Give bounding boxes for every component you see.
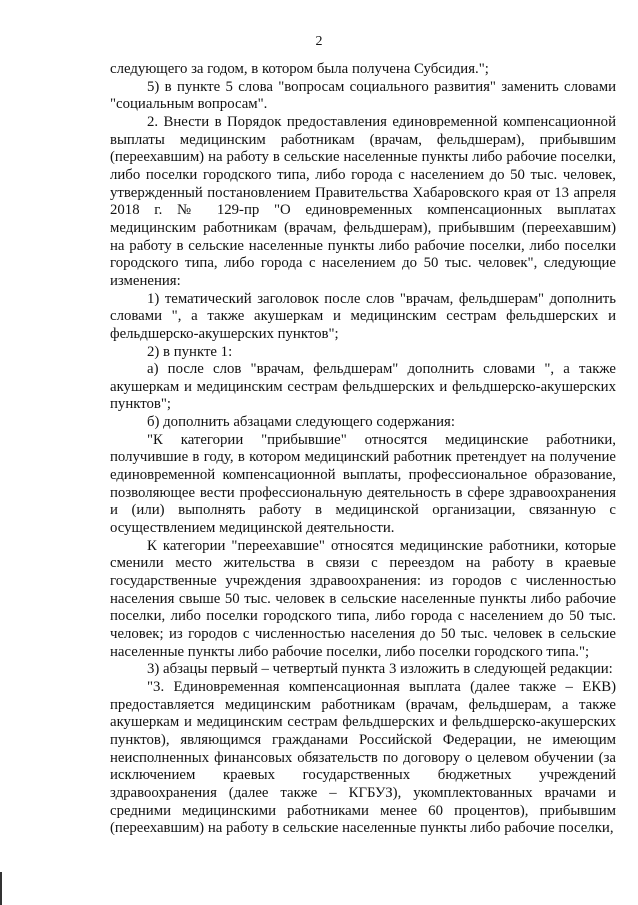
paragraph-arrived-definition: "К категории "прибывшие" относятся медицинские работники, получившие в году, в котором медицинский работник претендует на получение единовременной компенсационной выплаты, профессиональное образование, позволяющее вести профессиональную деятельность в сфере здравоохранения и (или) выполнять работу в медицинской организации, связанную с осуществлением медицинской деятельности. [110, 431, 616, 537]
paragraph-relocated-definition: К категории "переехавшие" относятся медицинские работники, которые сменили место жительства в связи с переездом на работу в краевые государственные учреждения здравоохранения: из городов с численностью населения свыше 50 тыс. человек в сельские населенные пункты либо рабочие поселки, либо поселки городского типа, либо города с населением до 50 тыс. человек; из городов с численностью населения до 50 тыс. человек в сельские населенные пункты либо рабочие поселки, либо поселки городского типа."; [110, 537, 616, 660]
paragraph-change-2b: б) дополнить абзацами следующего содержания: [147, 414, 455, 431]
paragraph-item-5: 5) в пункте 5 слова "вопросам социального развития" заменить словами "социальным вопросам". [110, 78, 616, 113]
paragraph-section-2: 2. Внести в Порядок предоставления единовременной компенсационной выплаты медицинским работникам (врачам, фельдшерам), прибывшим (переехавшим) на работу в сельские населенные пункты либо рабочие поселки, либо поселки городского типа, либо города с населением до 50 тыс. человек, утвержденный постановлением Правительства Хабаровского края от 13 апреля 2018 г. № 129-пр "О единовременных компенсационных выплатах медицинским работникам (врачам, фельдшерам), прибывшим (переехавшим) на работу в сельские населенные пункты либо рабочие поселки, либо поселки городского типа, либо города с населением до 50 тыс. человек", следующие изменения: [110, 113, 616, 289]
paragraph-change-2a: а) после слов "врачам, фельдшерам" дополнить словами ", а также акушеркам и медицинским сестрам фельдшерских и фельдшерско-акушерских пунктов"; [110, 361, 616, 413]
document-body [110, 61, 616, 838]
paragraph-continuation: следующего за годом, в котором была получена Субсидия."; [110, 61, 489, 77]
paragraph-item-3-text: "3. Единовременная компенсационная выплата (далее также – ЕКВ) предоставляется медицинским работникам (врачам, фельдшерам, а также акушеркам и медицинским сестрам фельдшерских и фельдшерско-акушерских пунктов), являющимся гражданами Российской Федерации, не имеющим неисполненных финансовых обязательств по договору о целевом обучении (за исключением краевых государственных бюджетных учреждений здравоохранения (далее также – КГБУЗ), укомплектованных врачами и средними медицинскими работниками менее 60 процентов), прибывшим (переехавшим) на работу в сельские населенные пункты либо рабочие поселки, [110, 678, 616, 837]
paragraph-change-1: 1) тематический заголовок после слов "врачам, фельдшерам" дополнить словами ", а также акушеркам и медицинским сестрам фельдшерских и фельдшерско-акушерских пунктов"; [110, 290, 616, 342]
scan-edge-mark [0, 872, 2, 905]
paragraph-change-2: 2) в пункте 1: [147, 343, 233, 360]
page-number: 2 [315, 34, 323, 49]
paragraph-change-3: 3) абзацы первый – четвертый пункта 3 изложить в следующей редакции: [147, 661, 613, 678]
